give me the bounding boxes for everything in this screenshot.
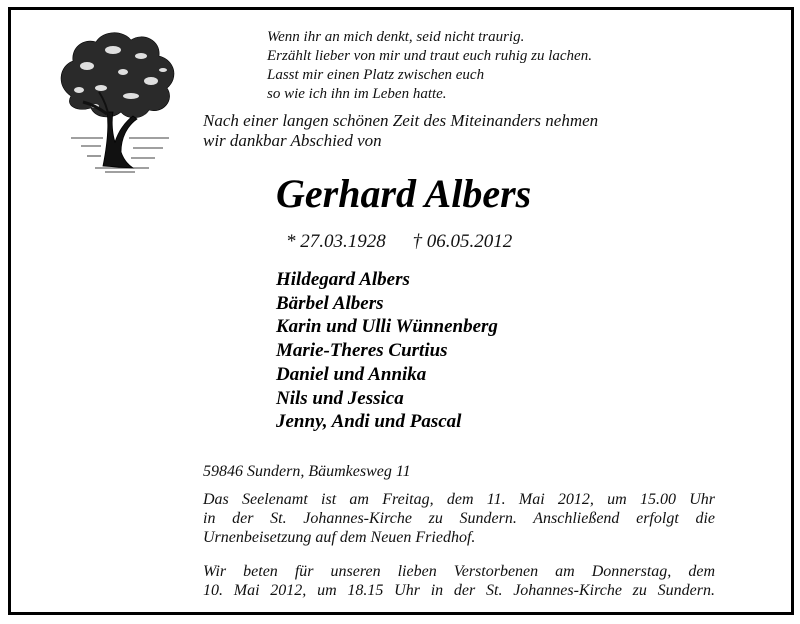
poem-line: Erzählt lieber von mir und traut euch ruhig zu lachen. xyxy=(267,48,592,64)
mourner-name: Nils und Jessica xyxy=(276,387,404,409)
mourner-name: Karin und Ulli Wünnenberg xyxy=(276,316,498,338)
tree-icon xyxy=(51,26,181,174)
life-dates xyxy=(286,230,512,254)
intro-text xyxy=(203,111,723,151)
prayer-line: Wir beten für unseren lieben Verstorbenen am Donnerstag, dem xyxy=(203,563,715,580)
family-address: 59846 Sundern, Bäumkesweg 11 xyxy=(203,463,411,480)
death-date: † 06.05.2012 xyxy=(412,231,513,252)
service-line: Urnenbeisetzung auf dem Neuen Friedhof. xyxy=(203,529,476,546)
obituary-frame xyxy=(8,7,794,615)
mourner-name: Marie-Theres Curtius xyxy=(276,340,448,362)
poem-line: Wenn ihr an mich denkt, seid nicht traurig. xyxy=(267,29,525,45)
mourners-list xyxy=(276,268,498,434)
prayer-announcement xyxy=(203,562,715,600)
mourner-name: Hildegard Albers xyxy=(276,269,410,290)
deceased-name: Gerhard Albers xyxy=(276,171,532,216)
poem-line: so wie ich ihn im Leben hatte. xyxy=(267,86,447,102)
intro-line: wir dankbar Abschied von xyxy=(203,131,382,150)
poem xyxy=(267,28,687,104)
mourner-name: Bärbel Albers xyxy=(276,292,384,314)
intro-line: Nach einer langen schönen Zeit des Miteinanders nehmen xyxy=(203,111,599,130)
service-line: in der St. Johannes-Kirche zu Sundern. Anschließend erfolgt die xyxy=(203,510,715,527)
birth-date: * 27.03.1928 xyxy=(286,231,386,252)
mourner-name: Daniel und Annika xyxy=(276,363,427,385)
prayer-line: 10. Mai 2012, um 18.15 Uhr in der St. Johannes-Kirche zu Sundern. xyxy=(203,582,715,599)
poem-line: Lasst mir einen Platz zwischen euch xyxy=(267,67,485,83)
service-announcement xyxy=(203,490,715,547)
mourner-name: Jenny, Andi und Pascal xyxy=(276,411,462,433)
service-line: Das Seelenamt ist am Freitag, dem 11. Mai 2012, um 15.00 Uhr xyxy=(203,491,715,508)
